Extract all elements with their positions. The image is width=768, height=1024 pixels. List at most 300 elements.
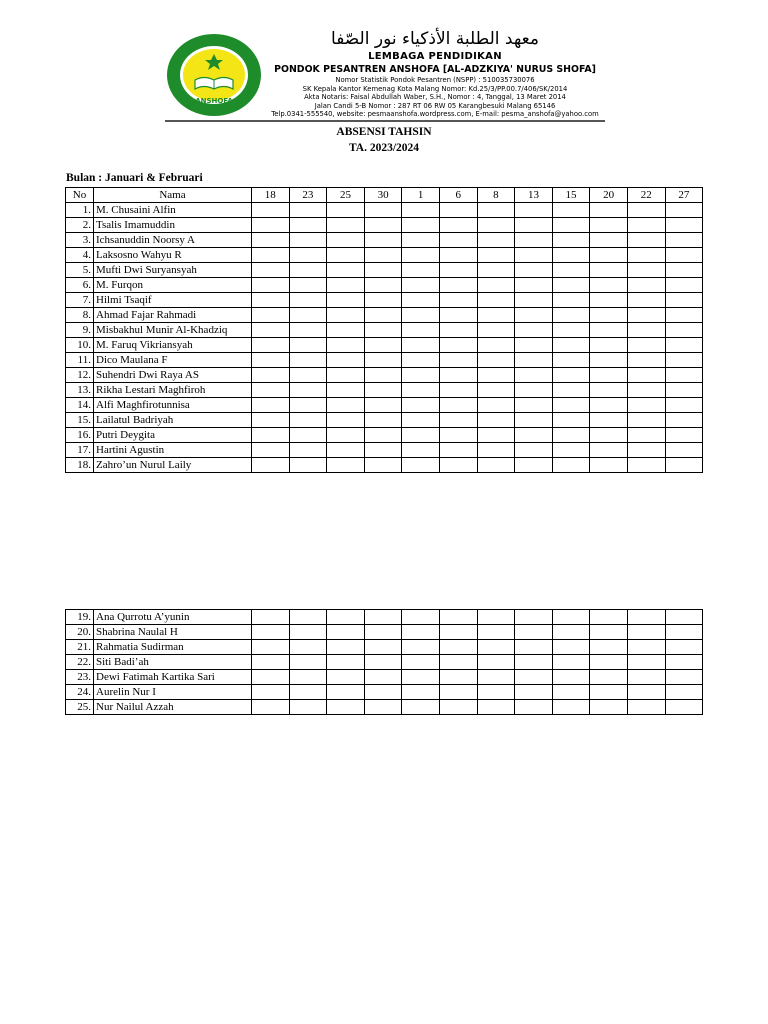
attendance-cell[interactable] (364, 248, 402, 263)
attendance-cell[interactable] (402, 428, 440, 443)
attendance-cell[interactable] (289, 700, 327, 715)
attendance-cell[interactable] (477, 308, 515, 323)
attendance-cell[interactable] (289, 428, 327, 443)
attendance-cell[interactable] (327, 218, 365, 233)
attendance-cell[interactable] (515, 640, 553, 655)
attendance-cell[interactable] (439, 368, 477, 383)
attendance-cell[interactable] (515, 263, 553, 278)
attendance-cell[interactable] (327, 428, 365, 443)
attendance-cell[interactable] (439, 458, 477, 473)
attendance-cell[interactable] (439, 700, 477, 715)
attendance-cell[interactable] (552, 383, 590, 398)
attendance-cell[interactable] (627, 278, 665, 293)
attendance-cell[interactable] (439, 248, 477, 263)
attendance-cell[interactable] (252, 368, 290, 383)
attendance-cell[interactable] (665, 338, 703, 353)
attendance-cell[interactable] (515, 203, 553, 218)
attendance-cell[interactable] (665, 670, 703, 685)
attendance-cell[interactable] (515, 458, 553, 473)
attendance-cell[interactable] (552, 428, 590, 443)
attendance-cell[interactable] (327, 323, 365, 338)
attendance-cell[interactable] (402, 443, 440, 458)
attendance-cell[interactable] (552, 323, 590, 338)
attendance-cell[interactable] (439, 625, 477, 640)
attendance-cell[interactable] (665, 458, 703, 473)
attendance-cell[interactable] (327, 233, 365, 248)
attendance-cell[interactable] (289, 610, 327, 625)
attendance-cell[interactable] (627, 610, 665, 625)
attendance-cell[interactable] (289, 655, 327, 670)
attendance-cell[interactable] (289, 685, 327, 700)
attendance-cell[interactable] (477, 398, 515, 413)
attendance-cell[interactable] (477, 655, 515, 670)
attendance-cell[interactable] (515, 610, 553, 625)
attendance-cell[interactable] (289, 368, 327, 383)
attendance-cell[interactable] (252, 413, 290, 428)
attendance-cell[interactable] (515, 323, 553, 338)
attendance-cell[interactable] (552, 248, 590, 263)
attendance-cell[interactable] (627, 353, 665, 368)
attendance-cell[interactable] (252, 443, 290, 458)
attendance-cell[interactable] (439, 685, 477, 700)
attendance-cell[interactable] (364, 368, 402, 383)
attendance-cell[interactable] (515, 443, 553, 458)
attendance-cell[interactable] (665, 413, 703, 428)
attendance-cell[interactable] (364, 670, 402, 685)
attendance-cell[interactable] (477, 338, 515, 353)
attendance-cell[interactable] (364, 610, 402, 625)
attendance-cell[interactable] (515, 670, 553, 685)
attendance-cell[interactable] (552, 458, 590, 473)
attendance-cell[interactable] (552, 640, 590, 655)
attendance-cell[interactable] (627, 700, 665, 715)
attendance-cell[interactable] (364, 428, 402, 443)
attendance-cell[interactable] (327, 398, 365, 413)
attendance-cell[interactable] (515, 398, 553, 413)
attendance-cell[interactable] (590, 685, 628, 700)
attendance-cell[interactable] (477, 278, 515, 293)
attendance-cell[interactable] (252, 700, 290, 715)
attendance-cell[interactable] (327, 413, 365, 428)
attendance-cell[interactable] (252, 248, 290, 263)
attendance-cell[interactable] (627, 203, 665, 218)
attendance-cell[interactable] (515, 625, 553, 640)
attendance-cell[interactable] (477, 218, 515, 233)
attendance-cell[interactable] (590, 428, 628, 443)
attendance-cell[interactable] (590, 700, 628, 715)
attendance-cell[interactable] (477, 700, 515, 715)
attendance-cell[interactable] (364, 293, 402, 308)
attendance-cell[interactable] (515, 655, 553, 670)
attendance-cell[interactable] (477, 293, 515, 308)
attendance-cell[interactable] (477, 368, 515, 383)
attendance-cell[interactable] (590, 203, 628, 218)
attendance-cell[interactable] (590, 443, 628, 458)
attendance-cell[interactable] (364, 700, 402, 715)
attendance-cell[interactable] (327, 655, 365, 670)
attendance-cell[interactable] (327, 263, 365, 278)
attendance-cell[interactable] (252, 233, 290, 248)
attendance-cell[interactable] (289, 203, 327, 218)
attendance-cell[interactable] (252, 323, 290, 338)
attendance-cell[interactable] (552, 293, 590, 308)
attendance-cell[interactable] (327, 685, 365, 700)
attendance-cell[interactable] (252, 353, 290, 368)
attendance-cell[interactable] (364, 685, 402, 700)
attendance-cell[interactable] (477, 625, 515, 640)
attendance-cell[interactable] (552, 625, 590, 640)
attendance-cell[interactable] (439, 413, 477, 428)
attendance-cell[interactable] (327, 308, 365, 323)
attendance-cell[interactable] (364, 323, 402, 338)
attendance-cell[interactable] (327, 383, 365, 398)
attendance-cell[interactable] (402, 353, 440, 368)
attendance-cell[interactable] (515, 293, 553, 308)
attendance-cell[interactable] (402, 383, 440, 398)
attendance-cell[interactable] (402, 278, 440, 293)
attendance-cell[interactable] (364, 458, 402, 473)
attendance-cell[interactable] (289, 458, 327, 473)
attendance-cell[interactable] (590, 233, 628, 248)
attendance-cell[interactable] (364, 218, 402, 233)
attendance-cell[interactable] (327, 640, 365, 655)
attendance-cell[interactable] (252, 293, 290, 308)
attendance-cell[interactable] (439, 203, 477, 218)
attendance-cell[interactable] (327, 610, 365, 625)
attendance-cell[interactable] (402, 625, 440, 640)
attendance-cell[interactable] (627, 428, 665, 443)
attendance-cell[interactable] (439, 655, 477, 670)
attendance-cell[interactable] (590, 610, 628, 625)
attendance-cell[interactable] (665, 700, 703, 715)
attendance-cell[interactable] (289, 640, 327, 655)
attendance-cell[interactable] (252, 263, 290, 278)
attendance-cell[interactable] (402, 323, 440, 338)
attendance-cell[interactable] (289, 338, 327, 353)
attendance-cell[interactable] (289, 263, 327, 278)
attendance-cell[interactable] (627, 640, 665, 655)
attendance-cell[interactable] (552, 368, 590, 383)
attendance-cell[interactable] (364, 338, 402, 353)
attendance-cell[interactable] (439, 278, 477, 293)
attendance-cell[interactable] (327, 203, 365, 218)
attendance-cell[interactable] (590, 398, 628, 413)
attendance-cell[interactable] (364, 655, 402, 670)
attendance-cell[interactable] (364, 640, 402, 655)
attendance-cell[interactable] (289, 398, 327, 413)
attendance-cell[interactable] (252, 308, 290, 323)
attendance-cell[interactable] (627, 625, 665, 640)
attendance-cell[interactable] (364, 263, 402, 278)
attendance-cell[interactable] (477, 263, 515, 278)
attendance-cell[interactable] (402, 248, 440, 263)
attendance-cell[interactable] (477, 248, 515, 263)
attendance-cell[interactable] (665, 248, 703, 263)
attendance-cell[interactable] (552, 218, 590, 233)
attendance-cell[interactable] (477, 353, 515, 368)
attendance-cell[interactable] (515, 685, 553, 700)
attendance-cell[interactable] (627, 398, 665, 413)
attendance-cell[interactable] (402, 398, 440, 413)
attendance-cell[interactable] (665, 218, 703, 233)
attendance-cell[interactable] (627, 263, 665, 278)
attendance-cell[interactable] (590, 248, 628, 263)
attendance-cell[interactable] (665, 655, 703, 670)
attendance-cell[interactable] (515, 353, 553, 368)
attendance-cell[interactable] (477, 610, 515, 625)
attendance-cell[interactable] (627, 338, 665, 353)
attendance-cell[interactable] (439, 293, 477, 308)
attendance-cell[interactable] (402, 458, 440, 473)
attendance-cell[interactable] (439, 610, 477, 625)
attendance-cell[interactable] (552, 203, 590, 218)
attendance-cell[interactable] (402, 233, 440, 248)
attendance-cell[interactable] (477, 323, 515, 338)
attendance-cell[interactable] (327, 338, 365, 353)
attendance-cell[interactable] (590, 670, 628, 685)
attendance-cell[interactable] (665, 428, 703, 443)
attendance-cell[interactable] (627, 293, 665, 308)
attendance-cell[interactable] (477, 670, 515, 685)
attendance-cell[interactable] (252, 670, 290, 685)
attendance-cell[interactable] (665, 685, 703, 700)
attendance-cell[interactable] (252, 428, 290, 443)
attendance-cell[interactable] (627, 368, 665, 383)
attendance-cell[interactable] (552, 685, 590, 700)
attendance-cell[interactable] (252, 278, 290, 293)
attendance-cell[interactable] (665, 233, 703, 248)
attendance-cell[interactable] (627, 233, 665, 248)
attendance-cell[interactable] (439, 443, 477, 458)
attendance-cell[interactable] (552, 398, 590, 413)
attendance-cell[interactable] (439, 428, 477, 443)
attendance-cell[interactable] (552, 413, 590, 428)
attendance-cell[interactable] (552, 610, 590, 625)
attendance-cell[interactable] (402, 655, 440, 670)
attendance-cell[interactable] (590, 640, 628, 655)
attendance-cell[interactable] (364, 383, 402, 398)
attendance-cell[interactable] (552, 233, 590, 248)
attendance-cell[interactable] (627, 685, 665, 700)
attendance-cell[interactable] (289, 383, 327, 398)
attendance-cell[interactable] (289, 218, 327, 233)
attendance-cell[interactable] (439, 670, 477, 685)
attendance-cell[interactable] (590, 458, 628, 473)
attendance-cell[interactable] (627, 323, 665, 338)
attendance-cell[interactable] (477, 458, 515, 473)
attendance-cell[interactable] (515, 308, 553, 323)
attendance-cell[interactable] (252, 610, 290, 625)
attendance-cell[interactable] (665, 323, 703, 338)
attendance-cell[interactable] (439, 263, 477, 278)
attendance-cell[interactable] (439, 398, 477, 413)
attendance-cell[interactable] (590, 323, 628, 338)
attendance-cell[interactable] (252, 625, 290, 640)
attendance-cell[interactable] (627, 218, 665, 233)
attendance-cell[interactable] (665, 610, 703, 625)
attendance-cell[interactable] (402, 670, 440, 685)
attendance-cell[interactable] (327, 458, 365, 473)
attendance-cell[interactable] (665, 278, 703, 293)
attendance-cell[interactable] (289, 625, 327, 640)
attendance-cell[interactable] (289, 293, 327, 308)
attendance-cell[interactable] (552, 338, 590, 353)
attendance-cell[interactable] (402, 700, 440, 715)
attendance-cell[interactable] (252, 640, 290, 655)
attendance-cell[interactable] (327, 625, 365, 640)
attendance-cell[interactable] (515, 278, 553, 293)
attendance-cell[interactable] (364, 443, 402, 458)
attendance-cell[interactable] (477, 383, 515, 398)
attendance-cell[interactable] (439, 338, 477, 353)
attendance-cell[interactable] (439, 323, 477, 338)
attendance-cell[interactable] (515, 338, 553, 353)
attendance-cell[interactable] (364, 278, 402, 293)
attendance-cell[interactable] (252, 655, 290, 670)
attendance-cell[interactable] (515, 428, 553, 443)
attendance-cell[interactable] (289, 670, 327, 685)
attendance-cell[interactable] (477, 413, 515, 428)
attendance-cell[interactable] (552, 443, 590, 458)
attendance-cell[interactable] (327, 700, 365, 715)
attendance-cell[interactable] (327, 293, 365, 308)
attendance-cell[interactable] (402, 368, 440, 383)
attendance-cell[interactable] (627, 308, 665, 323)
attendance-cell[interactable] (552, 308, 590, 323)
attendance-cell[interactable] (627, 413, 665, 428)
attendance-cell[interactable] (552, 700, 590, 715)
attendance-cell[interactable] (252, 383, 290, 398)
attendance-cell[interactable] (364, 233, 402, 248)
attendance-cell[interactable] (590, 308, 628, 323)
attendance-cell[interactable] (402, 263, 440, 278)
attendance-cell[interactable] (327, 368, 365, 383)
attendance-cell[interactable] (515, 383, 553, 398)
attendance-cell[interactable] (627, 383, 665, 398)
attendance-cell[interactable] (364, 625, 402, 640)
attendance-cell[interactable] (627, 248, 665, 263)
attendance-cell[interactable] (477, 428, 515, 443)
attendance-cell[interactable] (590, 263, 628, 278)
attendance-cell[interactable] (477, 233, 515, 248)
attendance-cell[interactable] (515, 248, 553, 263)
attendance-cell[interactable] (515, 700, 553, 715)
attendance-cell[interactable] (402, 218, 440, 233)
attendance-cell[interactable] (552, 353, 590, 368)
attendance-cell[interactable] (402, 610, 440, 625)
attendance-cell[interactable] (252, 218, 290, 233)
attendance-cell[interactable] (252, 458, 290, 473)
attendance-cell[interactable] (402, 203, 440, 218)
attendance-cell[interactable] (327, 353, 365, 368)
attendance-cell[interactable] (289, 248, 327, 263)
attendance-cell[interactable] (252, 203, 290, 218)
attendance-cell[interactable] (327, 278, 365, 293)
attendance-cell[interactable] (439, 383, 477, 398)
attendance-cell[interactable] (627, 670, 665, 685)
attendance-cell[interactable] (590, 655, 628, 670)
attendance-cell[interactable] (590, 278, 628, 293)
attendance-cell[interactable] (327, 248, 365, 263)
attendance-cell[interactable] (627, 443, 665, 458)
attendance-cell[interactable] (665, 625, 703, 640)
attendance-cell[interactable] (439, 218, 477, 233)
attendance-cell[interactable] (627, 458, 665, 473)
attendance-cell[interactable] (515, 218, 553, 233)
attendance-cell[interactable] (665, 640, 703, 655)
attendance-cell[interactable] (439, 353, 477, 368)
attendance-cell[interactable] (364, 308, 402, 323)
attendance-cell[interactable] (402, 413, 440, 428)
attendance-cell[interactable] (665, 443, 703, 458)
attendance-cell[interactable] (364, 353, 402, 368)
attendance-cell[interactable] (252, 338, 290, 353)
attendance-cell[interactable] (552, 263, 590, 278)
attendance-cell[interactable] (515, 233, 553, 248)
attendance-cell[interactable] (665, 263, 703, 278)
attendance-cell[interactable] (439, 640, 477, 655)
attendance-cell[interactable] (590, 353, 628, 368)
attendance-cell[interactable] (289, 308, 327, 323)
attendance-cell[interactable] (289, 233, 327, 248)
attendance-cell[interactable] (289, 323, 327, 338)
attendance-cell[interactable] (665, 293, 703, 308)
attendance-cell[interactable] (665, 383, 703, 398)
attendance-cell[interactable] (364, 203, 402, 218)
attendance-cell[interactable] (665, 308, 703, 323)
attendance-cell[interactable] (364, 413, 402, 428)
attendance-cell[interactable] (477, 685, 515, 700)
attendance-cell[interactable] (439, 233, 477, 248)
attendance-cell[interactable] (515, 413, 553, 428)
attendance-cell[interactable] (590, 413, 628, 428)
attendance-cell[interactable] (327, 670, 365, 685)
attendance-cell[interactable] (477, 640, 515, 655)
attendance-cell[interactable] (252, 685, 290, 700)
attendance-cell[interactable] (590, 218, 628, 233)
attendance-cell[interactable] (289, 353, 327, 368)
attendance-cell[interactable] (402, 308, 440, 323)
attendance-cell[interactable] (590, 293, 628, 308)
attendance-cell[interactable] (552, 278, 590, 293)
attendance-cell[interactable] (327, 443, 365, 458)
attendance-cell[interactable] (402, 685, 440, 700)
attendance-cell[interactable] (665, 398, 703, 413)
attendance-cell[interactable] (402, 293, 440, 308)
attendance-cell[interactable] (665, 353, 703, 368)
attendance-cell[interactable] (590, 338, 628, 353)
attendance-cell[interactable] (364, 398, 402, 413)
attendance-cell[interactable] (289, 443, 327, 458)
attendance-cell[interactable] (477, 443, 515, 458)
attendance-cell[interactable] (402, 338, 440, 353)
attendance-cell[interactable] (552, 670, 590, 685)
attendance-cell[interactable] (402, 640, 440, 655)
attendance-cell[interactable] (590, 625, 628, 640)
attendance-cell[interactable] (477, 203, 515, 218)
attendance-cell[interactable] (439, 308, 477, 323)
attendance-cell[interactable] (627, 655, 665, 670)
attendance-cell[interactable] (252, 398, 290, 413)
attendance-cell[interactable] (665, 203, 703, 218)
attendance-cell[interactable] (665, 368, 703, 383)
attendance-cell[interactable] (289, 278, 327, 293)
attendance-cell[interactable] (590, 368, 628, 383)
attendance-cell[interactable] (289, 413, 327, 428)
attendance-cell[interactable] (552, 655, 590, 670)
attendance-cell[interactable] (515, 368, 553, 383)
attendance-cell[interactable] (590, 383, 628, 398)
